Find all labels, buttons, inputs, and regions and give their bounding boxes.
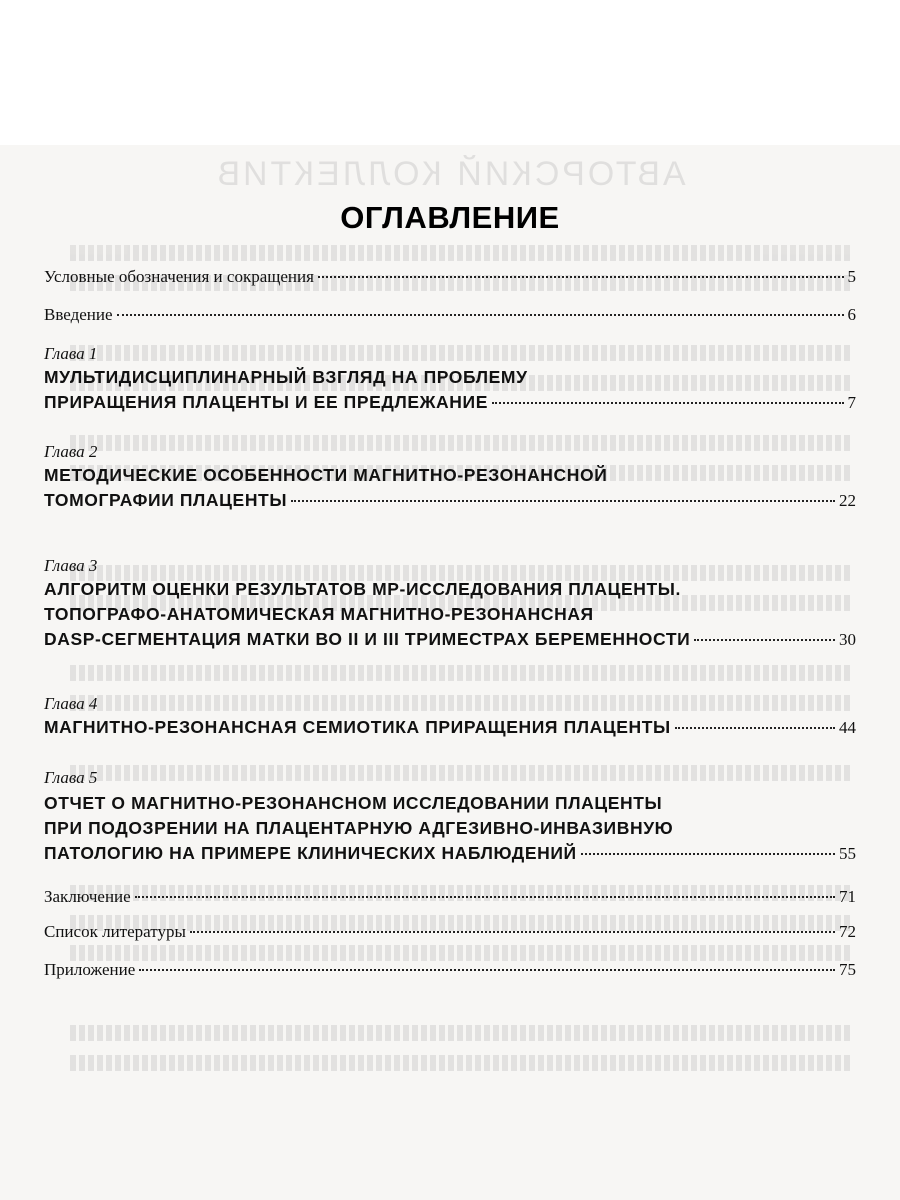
chapter-number: Глава 4 xyxy=(44,694,98,713)
toc-entry-conclusion[interactable] xyxy=(44,886,856,908)
dot-leader xyxy=(694,639,835,641)
chapter-title-line: ОТЧЕТ О МАГНИТНО-РЕЗОНАНСНОМ ИССЛЕДОВАНИИ ПЛАЦЕНТЫ xyxy=(44,793,663,813)
chapter-number: Глава 3 xyxy=(44,556,98,575)
chapter-title-line: АЛГОРИТМ ОЦЕНКИ РЕЗУЛЬТАТОВ МР-ИССЛЕДОВАНИЯ ПЛАЦЕНТЫ. xyxy=(44,579,681,599)
dot-leader xyxy=(492,402,844,404)
dot-leader xyxy=(581,853,835,855)
toc-entry-page: 71 xyxy=(839,887,856,906)
toc-entry-page: 5 xyxy=(847,267,856,286)
toc-entry-label: Условные обозначения и сокращения xyxy=(44,267,314,286)
dot-leader xyxy=(318,276,844,278)
dot-leader xyxy=(291,500,835,502)
chapter-page: 30 xyxy=(839,630,856,649)
toc-entry-page: 6 xyxy=(847,305,856,324)
dot-leader xyxy=(135,896,835,898)
chapter-page: 44 xyxy=(839,718,856,737)
bleed-through-heading: АВТОРСКИЙ КОЛЛЕКТИВ xyxy=(214,155,686,193)
toc-entry-label: Заключение xyxy=(44,887,131,906)
toc-entry-appendix[interactable] xyxy=(44,959,856,981)
book-page xyxy=(0,145,900,1200)
chapter-title-line: МАГНИТНО-РЕЗОНАНСНАЯ СЕМИОТИКА ПРИРАЩЕНИЯ ПЛАЦЕНТЫ xyxy=(44,717,671,737)
chapter-page: 55 xyxy=(839,844,856,863)
chapter-title-line: МЕТОДИЧЕСКИЕ ОСОБЕННОСТИ МАГНИТНО-РЕЗОНАНСНОЙ xyxy=(44,465,608,485)
toc-chapter-5[interactable] xyxy=(44,791,856,866)
toc-entry-page: 72 xyxy=(839,922,856,941)
chapter-page: 7 xyxy=(847,393,856,412)
toc-entry-introduction[interactable] xyxy=(44,304,856,326)
chapter-number: Глава 5 xyxy=(44,768,98,787)
toc-entry-page: 75 xyxy=(839,960,856,979)
toc-heading: ОГЛАВЛЕНИЕ xyxy=(340,200,560,235)
toc-chapter-3[interactable] xyxy=(44,577,856,652)
chapter-number: Глава 1 xyxy=(44,344,98,363)
chapter-title-line: ПАТОЛОГИЮ НА ПРИМЕРЕ КЛИНИЧЕСКИХ НАБЛЮДЕНИЙ xyxy=(44,843,577,863)
toc-entry-label: Список литературы xyxy=(44,922,186,941)
toc-chapter-4[interactable] xyxy=(44,715,856,740)
toc-entry-label: Приложение xyxy=(44,960,136,979)
toc-chapter-2[interactable] xyxy=(44,463,856,513)
toc-entry-references[interactable] xyxy=(44,921,856,943)
dot-leader xyxy=(139,969,835,971)
chapter-title-line: ТОМОГРАФИИ ПЛАЦЕНТЫ xyxy=(44,490,288,510)
dot-leader xyxy=(117,314,844,316)
chapter-title-line: МУЛЬТИДИСЦИПЛИНАРНЫЙ ВЗГЛЯД НА ПРОБЛЕМУ xyxy=(44,367,528,387)
chapter-title-line: ПРИ ПОДОЗРЕНИИ НА ПЛАЦЕНТАРНУЮ АДГЕЗИВНО-ИНВАЗИВНУЮ xyxy=(44,818,674,838)
dot-leader xyxy=(675,727,835,729)
toc-entry-label: Введение xyxy=(44,305,113,324)
dot-leader xyxy=(190,931,835,933)
chapter-title-line: ТОПОГРАФО-АНАТОМИЧЕСКАЯ МАГНИТНО-РЕЗОНАНСНАЯ xyxy=(44,604,594,624)
chapter-title-line: DASP-СЕГМЕНТАЦИЯ МАТКИ ВО II И III ТРИМЕСТРАХ БЕРЕМЕННОСТИ xyxy=(44,629,691,649)
chapter-title-line: ПРИРАЩЕНИЯ ПЛАЦЕНТЫ И ЕЕ ПРЕДЛЕЖАНИЕ xyxy=(44,392,488,412)
toc-chapter-1[interactable] xyxy=(44,365,856,415)
chapter-page: 22 xyxy=(839,491,856,510)
toc-entry-abbreviations[interactable] xyxy=(44,266,856,288)
chapter-number: Глава 2 xyxy=(44,442,98,461)
